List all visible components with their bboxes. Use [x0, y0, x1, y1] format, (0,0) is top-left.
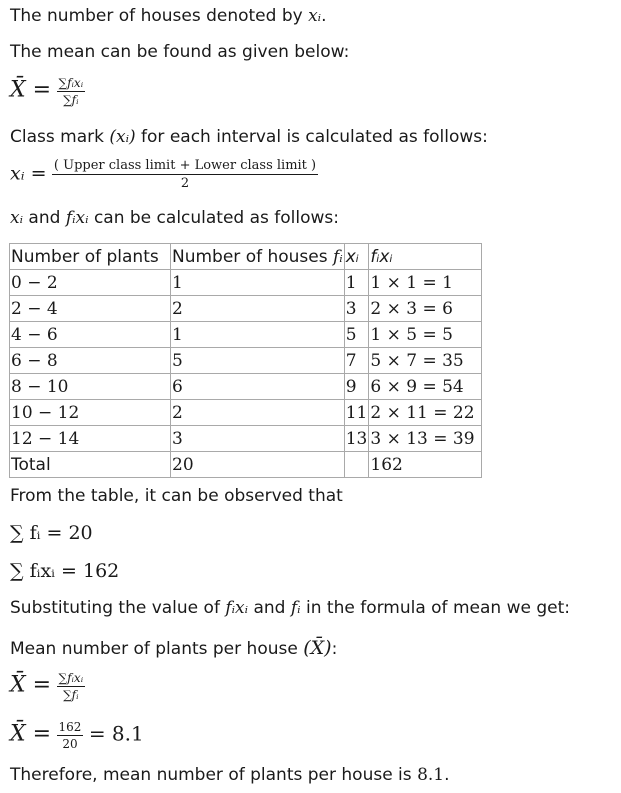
cell-total-xi [344, 452, 369, 478]
mean-formula-2-numerator: ∑fᵢxᵢ [58, 671, 84, 685]
sum-fx-line: ∑ fᵢxᵢ = 162 [10, 560, 120, 582]
cell-total-fixi: 162 [369, 452, 482, 478]
cell-fixi: 1 × 1 = 1 [369, 270, 482, 296]
substitute-text-end: in the formula of mean we get: [306, 598, 570, 618]
cell-plants: 12 − 14 [10, 426, 171, 452]
cell-houses: 3 [171, 426, 345, 452]
table-row [10, 400, 482, 426]
class-mark-variable: (xᵢ) [109, 127, 136, 147]
cell-xi: 11 [344, 400, 369, 426]
mean-formula-lhs: X̄ = [10, 77, 52, 103]
conclusion-period: . [444, 765, 450, 785]
mean-formula-2-fraction [57, 671, 86, 702]
calc-var-x: xᵢ [10, 208, 24, 228]
mean-intro-line: The mean can be found as given below: [10, 42, 350, 62]
cell-houses: 1 [171, 322, 345, 348]
header-fixi: fᵢxᵢ [369, 244, 482, 270]
cell-xi: 5 [344, 322, 369, 348]
result-rhs: = 8.1 [88, 721, 144, 746]
cell-fixi: 6 × 9 = 54 [369, 374, 482, 400]
houses-text: The number of houses denoted by [10, 6, 303, 26]
calc-text: can be calculated as follows: [93, 208, 340, 228]
observe-line: From the table, it can be observed that [10, 486, 343, 506]
substitute-var-fx: fᵢxᵢ [225, 598, 249, 618]
class-mark-line [10, 127, 488, 147]
class-mark-formula [10, 158, 318, 191]
cell-total-label: Total [10, 452, 171, 478]
mean-formula-2-denominator: ∑fᵢ [63, 688, 79, 702]
mean-label-variable: (X̄) [303, 637, 332, 659]
sum-f-line: ∑ fᵢ = 20 [10, 522, 93, 544]
cell-xi: 3 [344, 296, 369, 322]
cell-plants: 4 − 6 [10, 322, 171, 348]
header-xi: xᵢ [344, 244, 369, 270]
substitute-line [10, 598, 570, 618]
table-header-row [10, 244, 482, 270]
mean-label-colon: : [331, 639, 338, 659]
result-numerator: 162 [58, 720, 82, 734]
mean-formula-2 [10, 671, 85, 702]
houses-line [10, 6, 327, 26]
cell-plants: 10 − 12 [10, 400, 171, 426]
conclusion-line [10, 765, 450, 785]
header-number-of-plants: Number of plants [10, 244, 171, 270]
substitute-and: and [253, 598, 286, 618]
houses-period: . [321, 6, 327, 26]
conclusion-value: 8.1 [417, 765, 445, 785]
cell-fixi: 2 × 11 = 22 [369, 400, 482, 426]
cell-houses: 5 [171, 348, 345, 374]
cell-xi: 1 [344, 270, 369, 296]
cell-plants: 0 − 2 [10, 270, 171, 296]
cell-fixi: 3 × 13 = 39 [369, 426, 482, 452]
table-row [10, 426, 482, 452]
cell-plants: 2 − 4 [10, 296, 171, 322]
table-row [10, 374, 482, 400]
table-total-row [10, 452, 482, 478]
calc-var-fx: fᵢxᵢ [65, 208, 89, 228]
table-row [10, 296, 482, 322]
cell-xi: 13 [344, 426, 369, 452]
mean-formula-2-lhs: X̄ = [10, 672, 52, 698]
mean-formula-fraction [57, 76, 86, 107]
frequency-table [9, 243, 482, 478]
result-fraction [57, 720, 84, 751]
cell-fixi: 2 × 3 = 6 [369, 296, 482, 322]
cell-total-houses: 20 [171, 452, 345, 478]
houses-variable: xᵢ [308, 6, 322, 26]
header-houses-fi: fᵢ [333, 246, 343, 267]
class-mark-denominator: 2 [180, 176, 190, 191]
cell-xi: 9 [344, 374, 369, 400]
substitute-text: Substituting the value of [10, 598, 220, 618]
header-houses-text: Number of houses [172, 246, 328, 267]
table-row [10, 270, 482, 296]
cell-xi: 7 [344, 348, 369, 374]
cell-houses: 2 [171, 296, 345, 322]
class-mark-text-end: for each interval is calculated as follows: [141, 127, 488, 147]
cell-plants: 8 − 10 [10, 374, 171, 400]
result-denominator: 20 [62, 737, 78, 751]
result-formula [10, 720, 144, 751]
class-mark-lhs: xᵢ = [10, 162, 47, 185]
cell-plants: 6 − 8 [10, 348, 171, 374]
conclusion-text: Therefore, mean number of plants per house is [10, 765, 412, 785]
mean-formula [10, 76, 85, 107]
result-lhs: X̄ = [10, 721, 52, 747]
cell-fixi: 1 × 5 = 5 [369, 322, 482, 348]
table-row [10, 322, 482, 348]
cell-houses: 2 [171, 400, 345, 426]
mean-label-line [10, 637, 337, 659]
mean-label-text: Mean number of plants per house [10, 639, 298, 659]
cell-houses: 1 [171, 270, 345, 296]
mean-formula-numerator: ∑fᵢxᵢ [58, 76, 84, 90]
substitute-var-f: fᵢ [290, 598, 301, 618]
mean-formula-denominator: ∑fᵢ [63, 93, 79, 107]
class-mark-fraction [52, 158, 318, 191]
class-mark-numerator: ( Upper class limit + Lower class limit ) [53, 158, 317, 173]
calc-line [10, 208, 339, 228]
header-number-of-houses [171, 244, 345, 270]
cell-fixi: 5 × 7 = 35 [369, 348, 482, 374]
class-mark-text: Class mark [10, 127, 104, 147]
cell-houses: 6 [171, 374, 345, 400]
calc-and: and [28, 208, 61, 228]
table-row [10, 348, 482, 374]
